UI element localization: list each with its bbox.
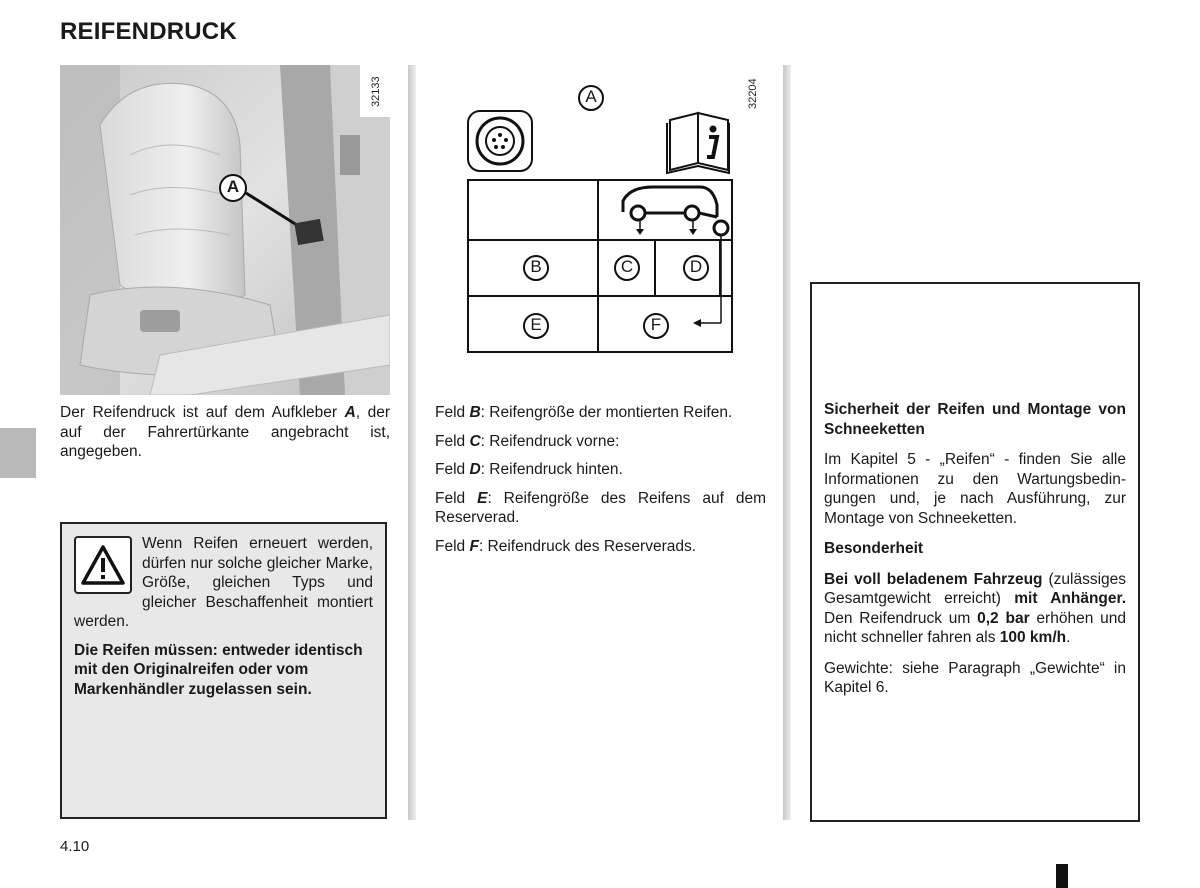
column-divider-left <box>408 65 416 820</box>
figure-number-middle: 32204 <box>747 78 759 109</box>
warning-bold-text: Die Reifen müssen: entweder identisch mit den Originalreifen oder vom Markenhändler zugelassen sein. <box>74 641 363 698</box>
warning-text: Wenn Reifen erneuert werden, dürfen nur solche gleicher Marke, Größe, gleichen Typs und gleicher Beschaffenheit montiert werden. <box>74 535 373 630</box>
tire-icon <box>468 111 532 171</box>
warning-box <box>60 522 387 819</box>
field-descriptions <box>435 403 766 565</box>
safety-heading: Sicherheit der Reifen und Montage von Schneeketten <box>824 401 1126 438</box>
door-sticker-photo <box>60 65 390 395</box>
field-e-description: Feld E: Reifengröße des Reifens auf dem Reserverad. <box>435 489 766 526</box>
photo-callout-a: A <box>226 177 240 196</box>
column-divider-right <box>783 65 791 820</box>
tyre-safety-box <box>810 282 1140 822</box>
diagram-label-e: E <box>530 315 542 334</box>
end-mark <box>1056 864 1068 888</box>
chapter-tab <box>0 428 36 478</box>
diagram-label-b: B <box>530 257 542 276</box>
page-number: 4.10 <box>60 838 90 855</box>
diagram-label-c: C <box>620 257 634 276</box>
tyre-label-diagram <box>455 65 765 360</box>
caption-text-1: Der Reifendruck ist auf dem Aufkleber <box>60 404 345 421</box>
safety-intro: Im Kapitel 5 - „Reifen“ - finden Sie alle Informationen zu den Wartungsbedingungen und, je nach Ausführung, zur Montage von Schneeketten. <box>824 451 1126 527</box>
sticker-caption <box>60 403 390 462</box>
field-c-description: Feld C: Reifendruck vorne: <box>435 432 620 450</box>
figure-number-left: 32133 <box>370 76 382 107</box>
caption-text-2: , der auf der Fahrertürkante angebracht ist, angegeben. <box>60 404 390 460</box>
diagram-label-f: F <box>650 315 662 334</box>
special-case-heading: Besonderheit <box>824 540 924 557</box>
info-manual-icon <box>667 113 729 173</box>
field-f-description: Feld F: Reifendruck des Reserverads. <box>435 537 697 555</box>
page-title: REIFENDRUCK <box>60 18 237 45</box>
car-seat-illustration <box>60 65 390 395</box>
field-b-description: Feld B: Reifengröße der montierten Reifen. <box>435 404 733 421</box>
diagram-label-d: D <box>689 257 703 276</box>
loaded-vehicle-paragraph: Bei voll beladenem Fahrzeug (zulässiges Gesamtgewicht erreicht) mit Anhänger. Den Reifendruck um 0,2 bar erhöhen und nicht schneller fahren als 100 km/h. <box>824 570 1127 646</box>
warning-triangle-icon <box>74 536 132 594</box>
field-d-description: Feld D: Reifendruck hinten. <box>435 461 623 478</box>
diagram-label-a: A <box>585 87 597 106</box>
weights-paragraph: Gewichte: siehe Paragraph „Gewichte“ in Kapitel 6. <box>824 659 1126 696</box>
caption-letter-a: A <box>344 404 356 421</box>
